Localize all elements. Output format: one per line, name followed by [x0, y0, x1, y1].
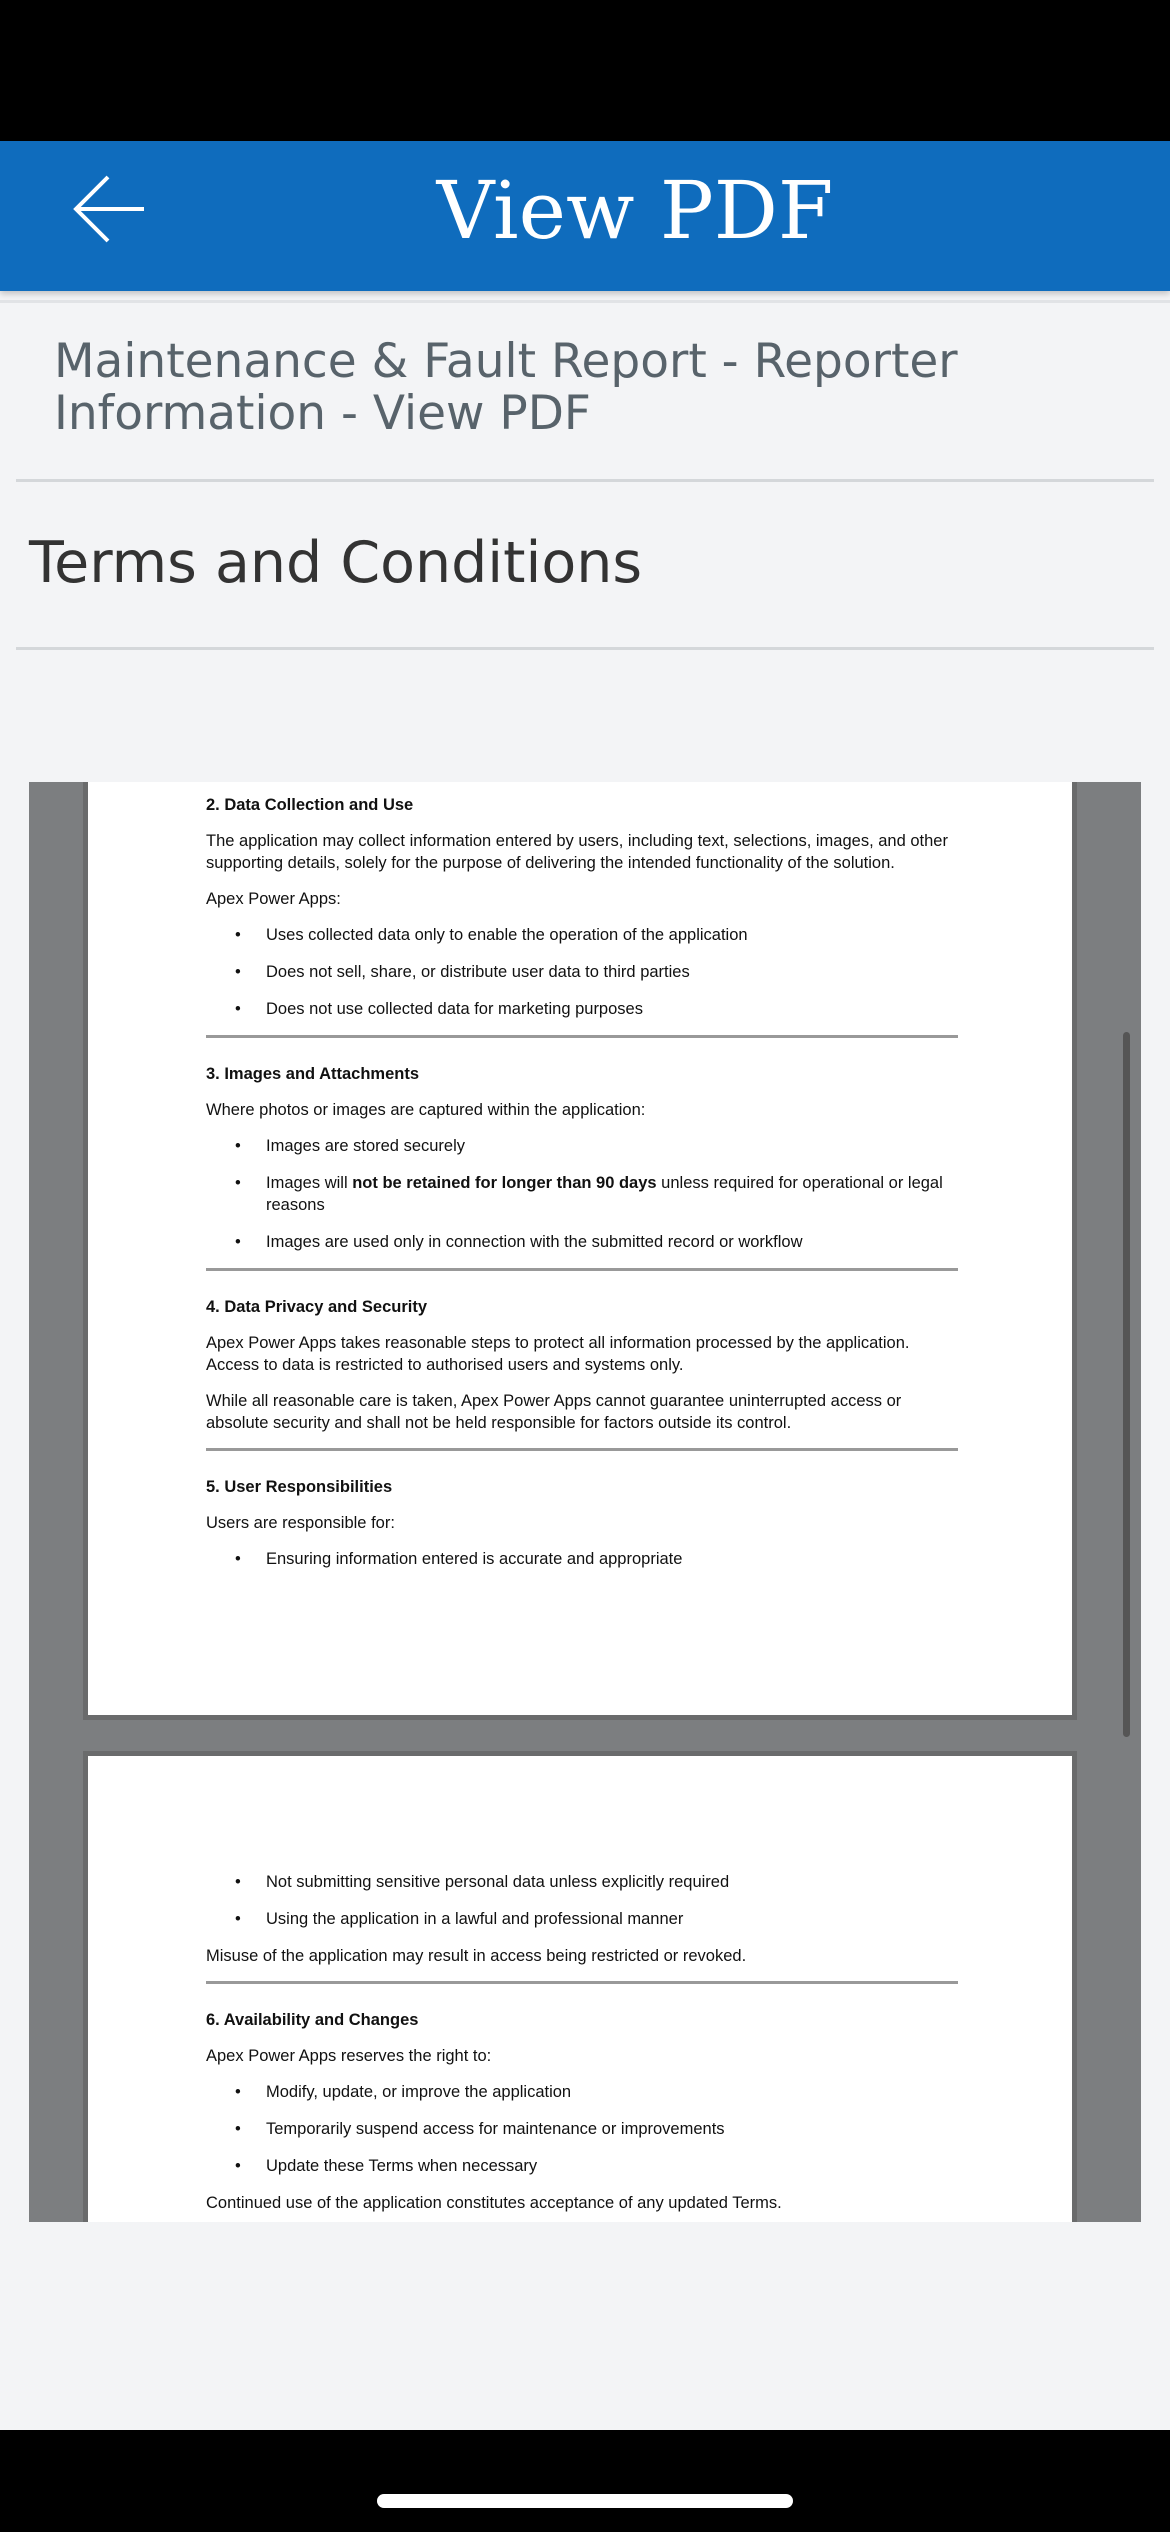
home-indicator[interactable]	[377, 2494, 793, 2508]
divider	[16, 479, 1154, 482]
paragraph: Misuse of the application may result in access being restricted or revoked.	[206, 1947, 747, 1965]
list-item: • Uses collected data only to enable the operation of the application	[206, 924, 958, 946]
section-divider	[206, 1035, 958, 1038]
app-header	[0, 141, 1170, 291]
section-heading: 5. User Responsibilities	[206, 1478, 393, 1496]
section-divider	[206, 1981, 958, 1984]
bullet-list	[206, 1135, 958, 1253]
list-item: • Not submitting sensitive personal data unless explicitly required	[206, 1871, 958, 1893]
paragraph: Apex Power Apps:	[206, 890, 341, 908]
divider	[16, 647, 1154, 650]
scrollbar[interactable]	[1123, 1032, 1130, 1737]
list-item-bold-text: not be retained for longer than 90 days	[352, 1174, 657, 1192]
bottom-bar	[0, 2430, 1170, 2532]
list-item-text: unless required for operational or legal reasons	[266, 1174, 943, 1214]
bullet-list	[206, 1548, 958, 1570]
pdf-viewer[interactable]	[29, 782, 1141, 2222]
list-item: • Ensuring information entered is accurate and appropriate	[206, 1548, 958, 1570]
paragraph: Users are responsible for:	[206, 1514, 395, 1532]
list-item: • Does not sell, share, or distribute user data to third parties	[206, 961, 958, 983]
section-heading: 2. Data Collection and Use	[206, 796, 414, 814]
bullet-list	[206, 1871, 958, 1930]
list-item	[206, 1172, 958, 1216]
header-underline	[0, 300, 1170, 303]
list-item: • Temporarily suspend access for maintenance or improvements	[206, 2118, 958, 2140]
bullet-list	[206, 924, 958, 1020]
pdf-page-2	[83, 1751, 1077, 2222]
pdf-page-1	[83, 782, 1077, 1720]
header-title: View PDF	[436, 164, 834, 257]
list-item: • Images are used only in connection with the submitted record or workflow	[206, 1231, 958, 1253]
page-title: Maintenance & Fault Report - Reporter Information - View PDF	[54, 334, 958, 441]
list-item: • Images are stored securely	[206, 1135, 958, 1157]
section-title: Terms and Conditions	[29, 530, 643, 596]
list-item-text: Images will	[266, 1174, 353, 1192]
section-divider	[206, 1268, 958, 1271]
list-item: • Using the application in a lawful and professional manner	[206, 1908, 958, 1930]
paragraph: Where photos or images are captured within the application:	[206, 1101, 646, 1119]
list-item: • Modify, update, or improve the application	[206, 2081, 958, 2103]
paragraph: While all reasonable care is taken, Apex Power Apps cannot guarantee uninterrupted access or absolute security and shall not be held responsible for factors outside its control.	[206, 1392, 902, 1432]
section-heading: 3. Images and Attachments	[206, 1065, 420, 1083]
bullet-list	[206, 2081, 958, 2177]
paragraph: Apex Power Apps takes reasonable steps to protect all information processed by the application. Access to data is restricted to authorised users and systems only.	[206, 1334, 910, 1374]
paragraph: The application may collect information entered by users, including text, selections, images, and other supporting details, solely for the purpose of delivering the intended functionality of the solution.	[206, 832, 948, 872]
section-heading: 4. Data Privacy and Security	[206, 1298, 428, 1316]
section-divider	[206, 1448, 958, 1451]
status-bar	[0, 0, 1170, 141]
section-heading: 6. Availability and Changes	[206, 2011, 419, 2029]
list-item: • Does not use collected data for marketing purposes	[206, 998, 958, 1020]
paragraph: Apex Power Apps reserves the right to:	[206, 2047, 492, 2065]
paragraph: Continued use of the application constitutes acceptance of any updated Terms.	[206, 2194, 782, 2212]
list-item: • Update these Terms when necessary	[206, 2155, 958, 2177]
